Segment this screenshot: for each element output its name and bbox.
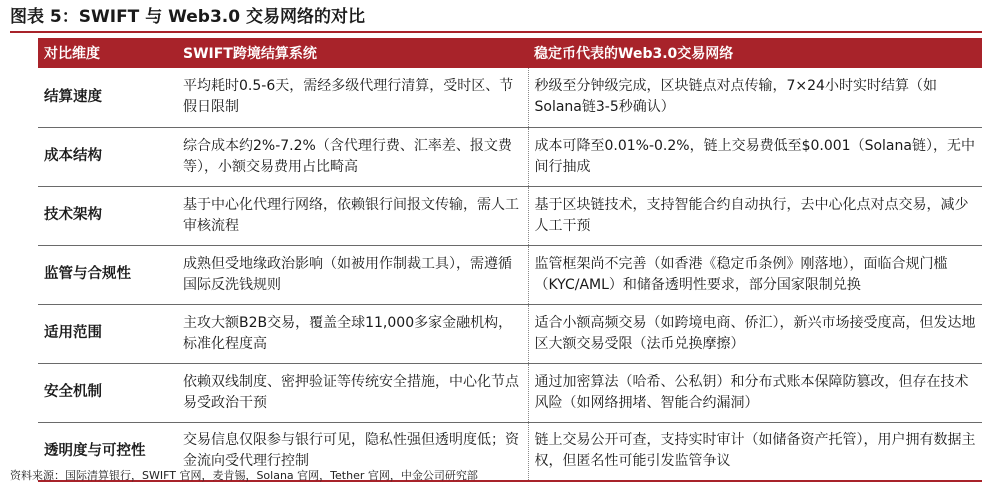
row-dimension: 透明度与可控性 (38, 422, 177, 481)
table-row (38, 127, 982, 186)
table-row (38, 363, 982, 422)
row-swift-cell: 交易信息仅限参与银行可见，隐私性强但透明度低；资金流向受代理行控制 (177, 422, 528, 481)
row-web3-cell: 秒级至分钟级完成，区块链点对点传输，7×24小时实时结算（如Solana链3-5秒确认） (528, 68, 982, 127)
header-web3: 稳定币代表的Web3.0交易网络 (528, 38, 982, 68)
header-row (38, 38, 982, 68)
row-web3-cell: 适合小额高频交易（如跨境电商、侨汇），新兴市场接受度高，但发达地区大额交易受限（法币兑换摩擦） (528, 304, 982, 363)
row-web3-cell: 成本可降至0.01%-0.2%，链上交易费低至$0.001（Solana链），无中间行抽成 (528, 127, 982, 186)
comparison-table (38, 38, 982, 482)
table-row (38, 186, 982, 245)
row-swift-cell: 主攻大额B2B交易，覆盖全球11,000多家金融机构，标准化程度高 (177, 304, 528, 363)
table-row (38, 68, 982, 127)
row-swift-cell: 成熟但受地缘政治影响（如被用作制裁工具），需遵循国际反洗钱规则 (177, 245, 528, 304)
table-body (38, 68, 982, 481)
row-swift-cell: 依赖双线制度、密押验证等传统安全措施，中心化节点易受政治干预 (177, 363, 528, 422)
table-row (38, 304, 982, 363)
row-dimension: 结算速度 (38, 68, 177, 127)
row-dimension: 监管与合规性 (38, 245, 177, 304)
header-dimension: 对比维度 (38, 38, 177, 68)
row-dimension: 安全机制 (38, 363, 177, 422)
row-dimension: 适用范围 (38, 304, 177, 363)
row-web3-cell: 链上交易公开可查，支持实时审计（如储备资产托管），用户拥有数据主权，但匿名性可能引发监管争议 (528, 422, 982, 481)
table-row (38, 245, 982, 304)
header-swift: SWIFT跨境结算系统 (177, 38, 528, 68)
row-swift-cell: 平均耗时0.5-6天，需经多级代理行清算，受时区、节假日限制 (177, 68, 528, 127)
row-web3-cell: 基于区块链技术，支持智能合约自动执行，去中心化点对点交易，减少人工干预 (528, 186, 982, 245)
row-web3-cell: 监管框架尚不完善（如香港《稳定币条例》刚落地），面临合规门槛（KYC/AML）和储备透明性要求，部分国家限制兑换 (528, 245, 982, 304)
row-swift-cell: 综合成本约2%-7.2%（含代理行费、汇率差、报文费等），小额交易费用占比畸高 (177, 127, 528, 186)
row-web3-cell: 通过加密算法（哈希、公私钥）和分布式账本保障防篡改，但存在技术风险（如网络拥堵、智能合约漏洞） (528, 363, 982, 422)
table-header (38, 38, 982, 68)
row-swift-cell: 基于中心化代理行网络，依赖银行间报文传输，需人工审核流程 (177, 186, 528, 245)
row-dimension: 技术架构 (38, 186, 177, 245)
row-dimension: 成本结构 (38, 127, 177, 186)
figure-title: 图表 5：SWIFT 与 Web3.0 交易网络的对比 (10, 3, 982, 33)
source-note: 资料来源：国际清算银行，SWIFT 官网，麦肯锡，Solana 官网，Tether 官网，中金公司研究部 (10, 469, 478, 482)
